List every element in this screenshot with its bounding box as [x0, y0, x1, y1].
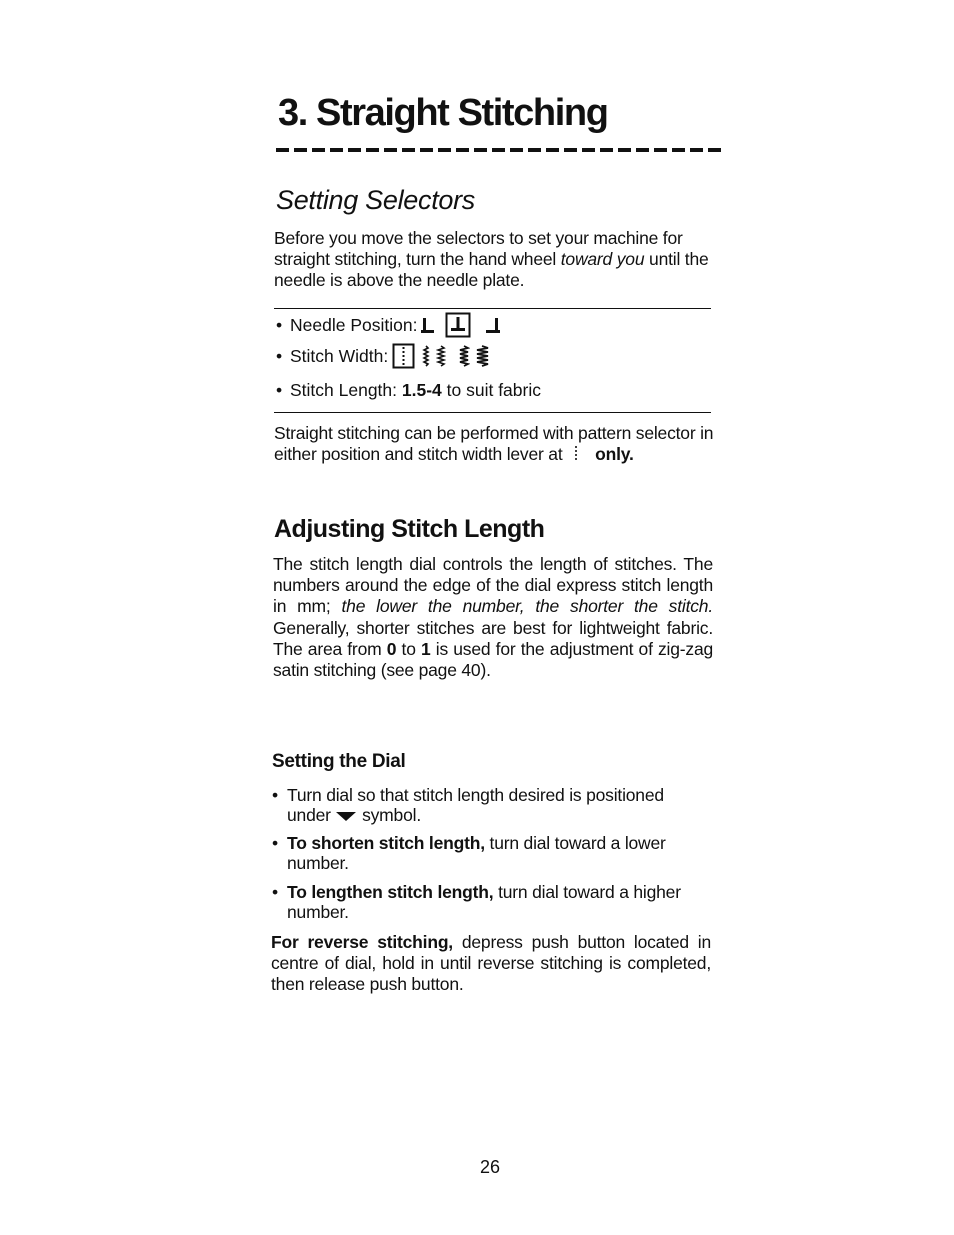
- intro-text: Before you move the selectors to set your machine for straight stitching, turn the hand wheel: [274, 228, 683, 269]
- note-bold-text: only.: [595, 444, 634, 464]
- adjusting-text-4: is used for the adjustment of zig-zag satin stitching (see page 40).: [273, 638, 714, 681]
- setting-the-dial-heading: Setting the Dial: [272, 751, 406, 772]
- triangle-down-icon: [335, 810, 357, 822]
- intro-text-end: until the needle is above the needle plate.: [274, 249, 709, 290]
- bullet: •: [276, 346, 283, 366]
- dial-item-2-bold: To shorten stitch length,: [287, 833, 485, 853]
- bullet: •: [276, 315, 283, 335]
- bullet: •: [272, 882, 278, 902]
- zigzag-width-4-icon: [476, 345, 489, 367]
- zigzag-width-1-icon: [422, 345, 430, 367]
- stitch-length-row: [276, 377, 541, 403]
- settings-bottom-rule: [274, 412, 711, 413]
- stitch-length-value: 1.5-4: [401, 380, 442, 400]
- adjusting-stitch-length-heading: Adjusting Stitch Length: [274, 515, 545, 543]
- bullet: •: [276, 380, 283, 400]
- list-item: [272, 882, 712, 922]
- straight-stitch-dotted-icon: [571, 445, 581, 463]
- adjusting-text-3: to: [396, 638, 421, 659]
- adjusting-italic-text: the lower the number, the shorter the stitch.: [341, 596, 713, 617]
- bullet: •: [272, 785, 278, 805]
- page-number: 26: [480, 1157, 501, 1177]
- setting-selectors-intro: [274, 228, 714, 291]
- straight-stitch-width-icon: [392, 343, 416, 369]
- dial-item-2-text: turn dial toward a lower number.: [287, 833, 666, 873]
- reverse-bold-text: For reverse stitching,: [271, 932, 453, 952]
- stitch-width-label: Stitch Width:: [290, 346, 389, 366]
- settings-top-rule: [274, 308, 711, 309]
- stitch-length-label: Stitch Length:: [290, 380, 402, 400]
- adjusting-bold-zero: 0: [386, 638, 397, 659]
- reverse-stitching-paragraph: [271, 932, 711, 995]
- chapter-title: 3. Straight Stitching: [278, 92, 608, 134]
- dial-item-1-text-end: symbol.: [357, 805, 421, 825]
- stitch-width-row: [276, 343, 489, 369]
- needle-position-label: Needle Position:: [290, 315, 418, 335]
- needle-right-icon: [485, 315, 501, 335]
- note-text: Straight stitching can be performed with pattern selector in either position and stitch width lever at: [274, 423, 714, 464]
- needle-center-icon: [445, 312, 471, 338]
- intro-italic-text: toward you: [560, 249, 645, 269]
- adjusting-paragraph: [273, 554, 713, 681]
- dial-item-3-text: turn dial toward a higher number.: [287, 882, 681, 922]
- zigzag-width-3-icon: [458, 345, 470, 367]
- adjusting-bold-one: 1: [420, 638, 431, 659]
- list-item: [272, 833, 712, 873]
- list-item: [272, 785, 712, 825]
- setting-selectors-heading: Setting Selectors: [276, 185, 476, 215]
- needle-position-row: [276, 312, 501, 338]
- straight-stitch-note: [274, 423, 714, 465]
- title-dashed-rule: [276, 148, 722, 152]
- reverse-text: depress push button located in centre of dial, hold in until reverse stitching is completed, then release push button.: [271, 932, 712, 994]
- dial-item-3-bold: To lengthen stitch length,: [287, 882, 494, 902]
- needle-left-icon: [421, 315, 435, 335]
- stitch-length-suffix: to suit fabric: [441, 380, 541, 400]
- adjusting-text-1: The stitch length dial controls the length of stitches. The numbers around the edge of the dial express stitch length in mm;: [273, 554, 713, 617]
- zigzag-width-2-icon: [436, 345, 446, 367]
- bullet: •: [272, 833, 278, 853]
- adjusting-text-2: Generally, shorter stitches are best for lightweight fabric. The area from: [273, 617, 713, 659]
- dial-item-1-text: Turn dial so that stitch length desired is positioned under: [287, 785, 664, 825]
